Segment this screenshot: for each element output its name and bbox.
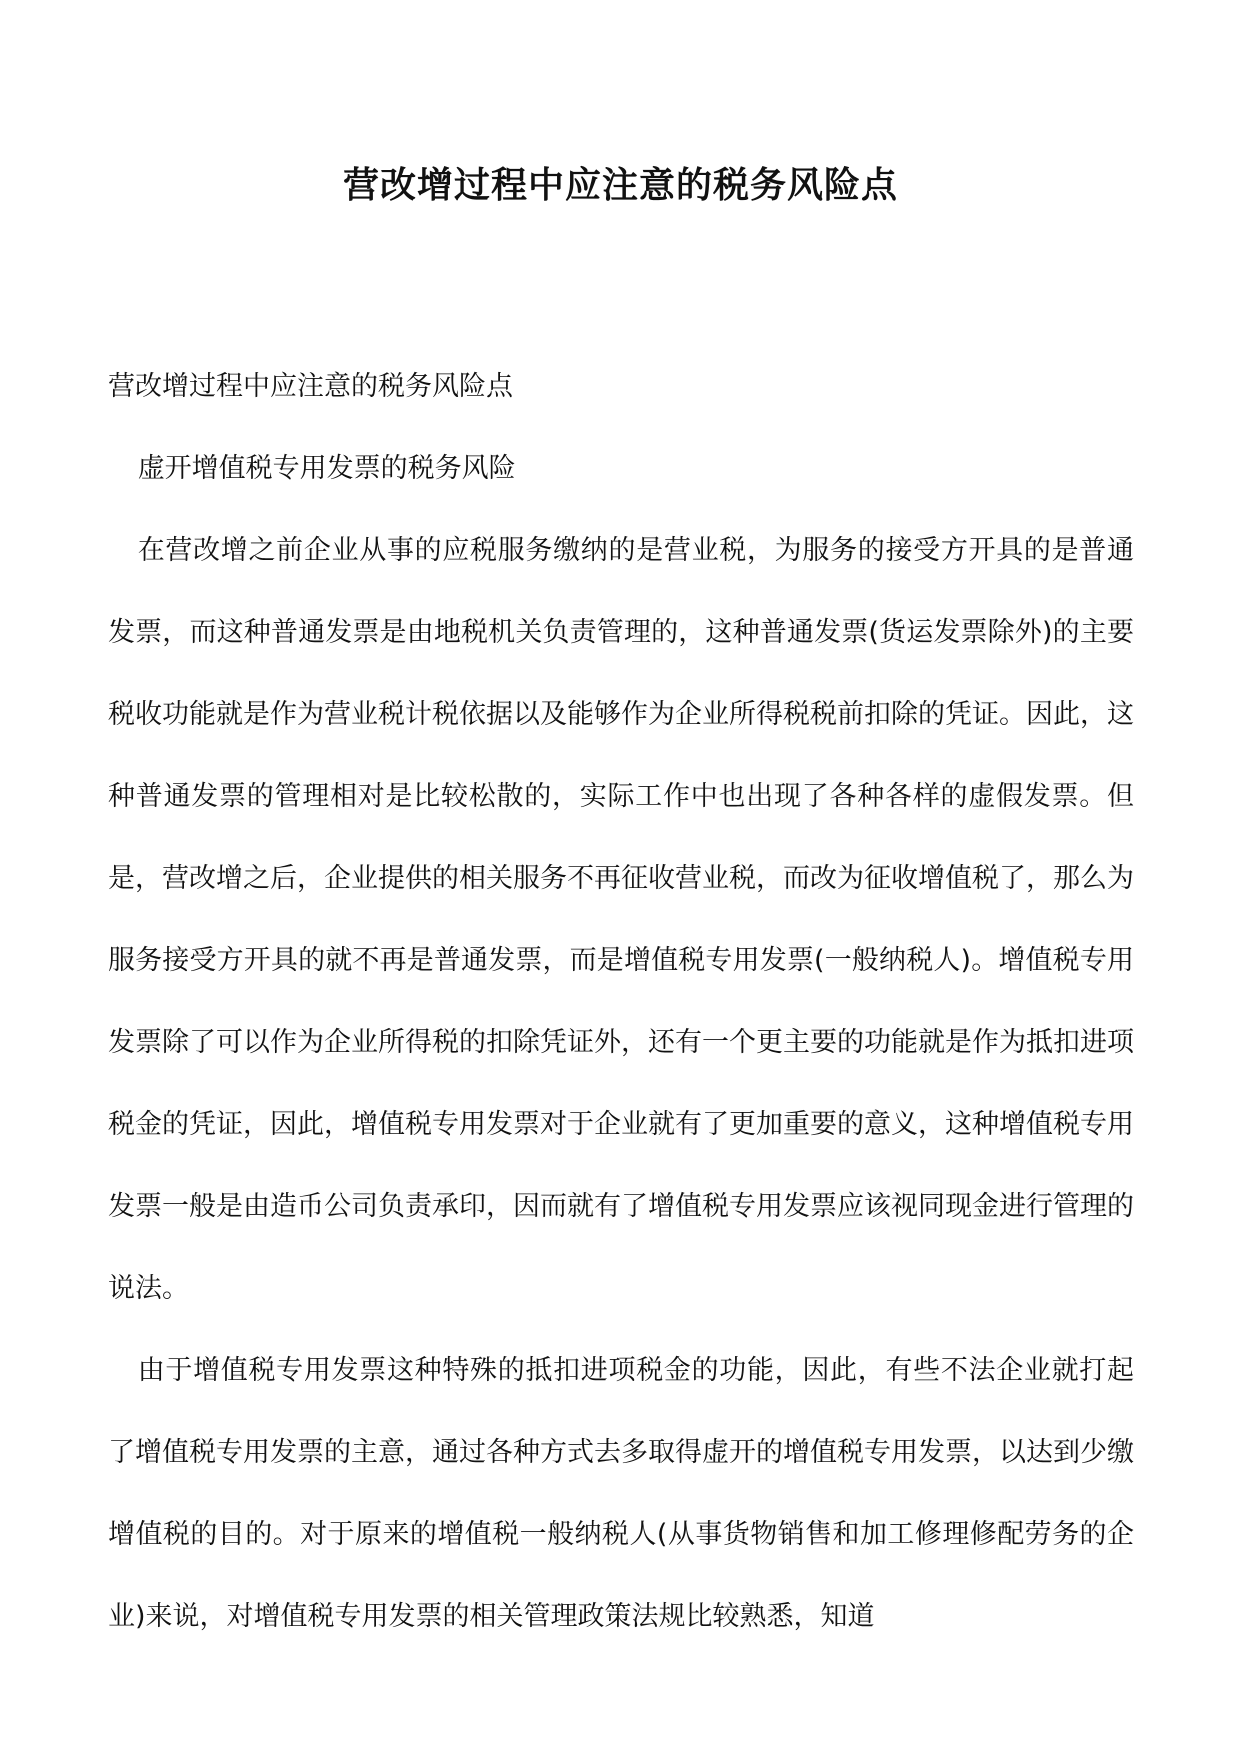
paragraph-body-2: 由于增值税专用发票这种特殊的抵扣进项税金的功能，因此，有些不法企业就打起了增值税专用发票的主意，通过各种方式去多取得虚开的增值税专用发票，以达到少缴增值税的目的。对于原来的增值税一般纳税人(从事货物销售和加工修理修配劳务的企业)来说，对增值税专用发票的相关管理政策法规比较熟悉，知道	[108, 1355, 1134, 1632]
paragraph-body-1: 在营改增之前企业从事的应税服务缴纳的是营业税，为服务的接受方开具的是普通发票，而这种普通发票是由地税机关负责管理的，这种普通发票(货运发票除外)的主要税收功能就是作为营业税计税依据以及能够作为企业所得税税前扣除的凭证。因此，这种普通发票的管理相对是比较松散的，实际工作中也出现了各种各样的虚假发票。但是，营改增之后，企业提供的相关服务不再征收营业税，而改为征收增值税了，那么为服务接受方开具的就不再是普通发票，而是增值税专用发票(一般纳税人)。增值税专用发票除了可以作为企业所得税的扣除凭证外，还有一个更主要的功能就是作为抵扣进项税金的凭证，因此，增值税专用发票对于企业就有了更加重要的意义，这种增值税专用发票一般是由造币公司负责承印，因而就有了增值税专用发票应该视同现金进行管理的说法。	[108, 535, 1134, 1304]
document-title: 营改增过程中应注意的税务风险点	[342, 164, 898, 206]
paragraph-heading: 营改增过程中应注意的税务风险点	[108, 371, 513, 402]
document-body	[108, 346, 1134, 1658]
paragraph-subheading: 虚开增值税专用发票的税务风险	[137, 453, 516, 484]
